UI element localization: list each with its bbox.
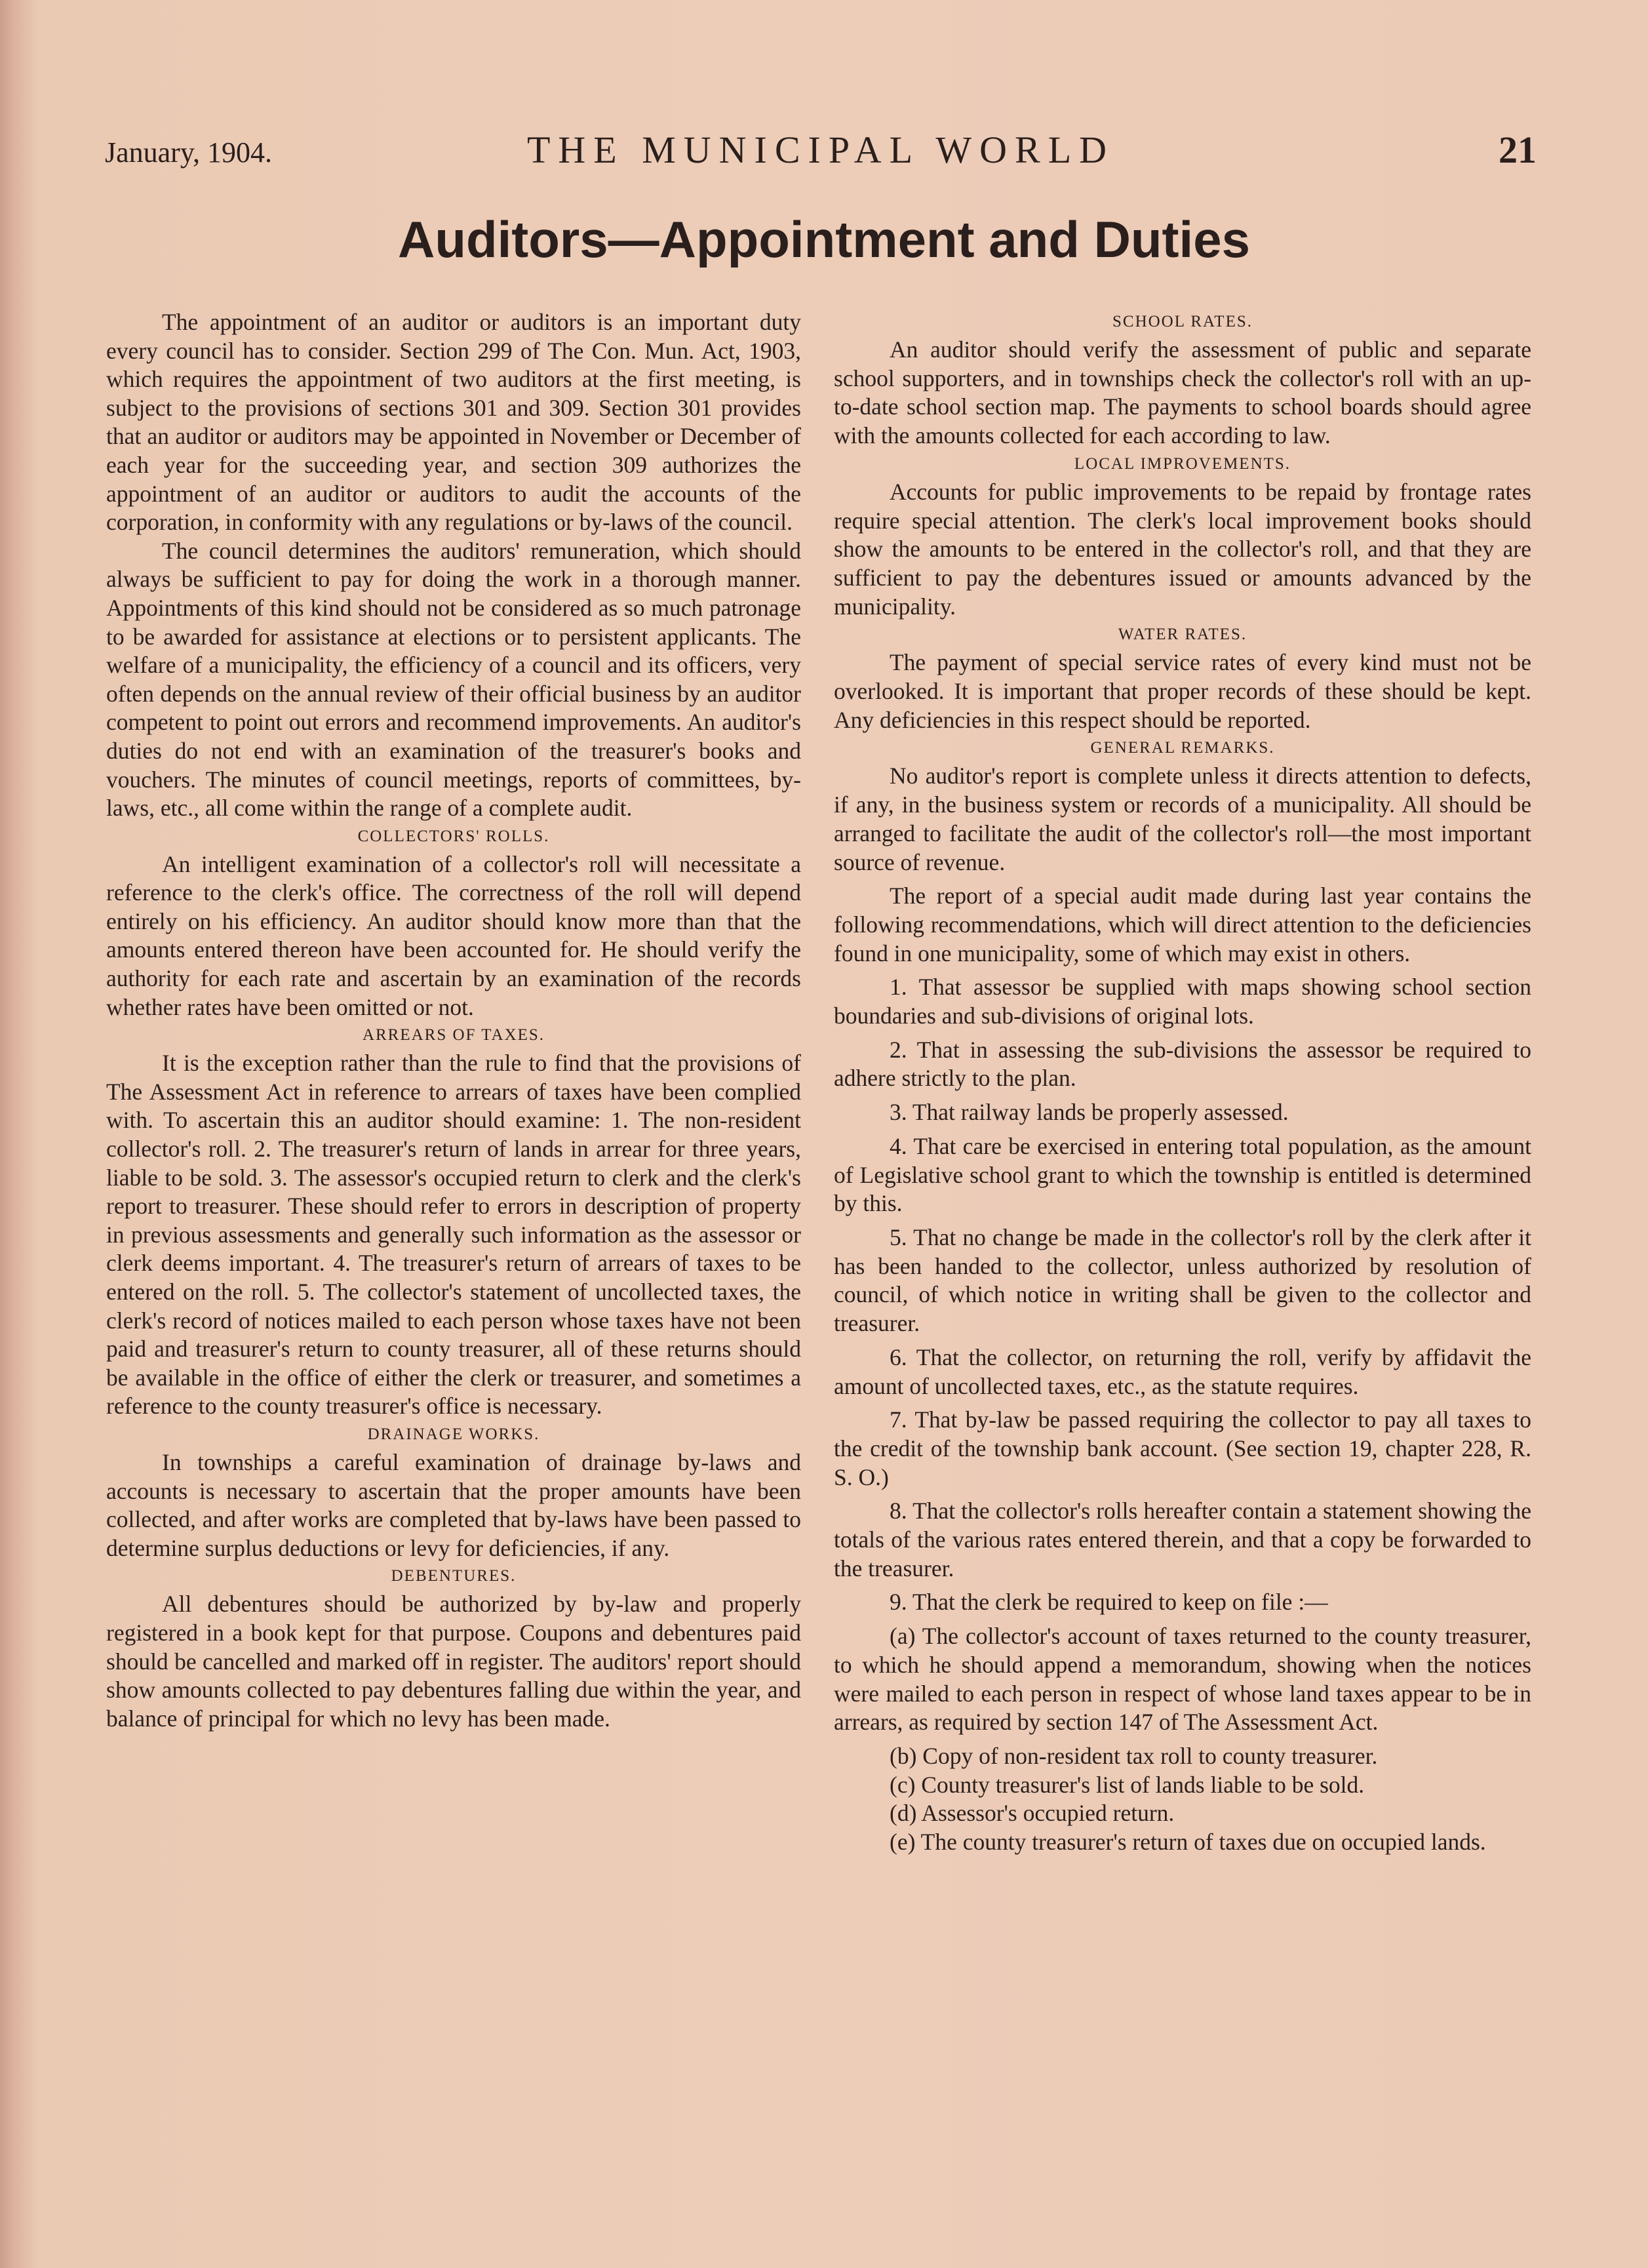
paragraph: The payment of special service rates of every kind must not be overlooked. It is important that proper records of these should be kept. Any deficiencies in this respect should be reported. — [834, 649, 1531, 733]
right-column — [834, 308, 1531, 1857]
paragraph: 4. That care be exercised in entering total population, as the amount of Legislative school grant to which the township is entitled is determined by this. — [834, 1132, 1531, 1217]
paragraph: 9. That the clerk be required to keep on file :— — [890, 1589, 1328, 1616]
section-heading: LOCAL IMPROVEMENTS. — [1074, 454, 1291, 473]
paragraph: The report of a special audit made during last year contains the following recommendations, which will direct attention to the deficiencies found in one municipality, some of which may exist in others. — [834, 883, 1531, 966]
section-heading: WATER RATES. — [1118, 626, 1247, 644]
left-column — [106, 308, 801, 1733]
paragraph: All debentures should be authorized by by-law and properly registered in a book kept for that purpose. Coupons and debentures paid should be cancelled and marked off in register. The auditors' report should show amounts collected to pay debentures falling due within the year, and balance of principal for which no levy has been made. — [106, 1591, 801, 1732]
section-heading: DRAINAGE WORKS. — [367, 1425, 540, 1443]
paragraph: 3. That railway lands be properly assessed. — [890, 1099, 1289, 1126]
paragraph: 8. That the collector's rolls hereafter contain a statement showing the totals of the various rates entered therein, and that a copy be forwarded to the treasurer. — [834, 1498, 1531, 1582]
running-header — [105, 128, 1537, 187]
paragraph: (d) Assessor's occupied return. — [890, 1800, 1175, 1827]
paragraph: The appointment of an auditor or auditors is an important duty every council has to consider. Section 299 of The Con. Mun. Act, 1903, which requires the appointment of two auditors at the first meeting, is subject to the provisions of sections 301 and 309. Section 301 provides that an auditor or auditors may be appointed in November or December of each year for the succeeding year, and section 309 authorizes the appointment of an auditor or auditors to audit the accounts of the corporation, in conformity with any regulations or by-laws of the council. — [106, 309, 801, 536]
paragraph: Accounts for public improvements to be repaid by frontage rates require special attention. The clerk's local improvement books should show the amounts to be entered in the collector's roll, and that they are sufficient to pay the debentures issued or amounts advanced by the municipality. — [834, 478, 1531, 620]
paragraph: (a) The collector's account of taxes returned to the county treasurer, to which he should append a memorandum, showing when the notices were mailed to each person in respect of whose land taxes appear to be in arrears, as required by section 147 of The Assessment Act. — [834, 1623, 1531, 1736]
paragraph: An auditor should verify the assessment of public and separate school supporters, and in townships check the collector's roll with an up-to-date school section map. The payments to school boards should agree with the amounts collected for each according to law. — [834, 336, 1531, 449]
paragraph: (b) Copy of non-resident tax roll to county treasurer. — [890, 1742, 1378, 1769]
paragraph: An intelligent examination of a collector's roll will necessitate a reference to the clerk's office. The correctness of the roll will depend entirely on his efficiency. An auditor should know more than that the amounts entered thereon have been accounted for. He should verify the authority for each rate and ascertain by an examination of the records whether rates have been omitted or not. — [106, 850, 801, 1020]
paragraph: 6. That the collector, on returning the roll, verify by affidavit the amount of uncollected taxes, etc., as the statute requires. — [834, 1343, 1531, 1399]
section-heading: ARREARS OF TAXES. — [362, 1026, 545, 1044]
paragraph: It is the exception rather than the rule to find that the provisions of The Assessment Act in reference to arrears of taxes have been complied with. To ascertain this an auditor should examine: 1. The non-resident collector's roll. 2. The treasurer's return of lands in arrear for three years, liable to be sold. 3. The assessor's occupied return to clerk and the clerk's report to treasurer. These should refer to errors in description of property in previous assessments and generally such information as the assessor or clerk deems important. 4. The treasurer's return of arrears of taxes to be entered on the roll. 5. The collector's statement of uncollected taxes, the clerk's record of notices mailed to each person whose taxes have not been paid and treasurer's return to county treasurer, all of these returns should be available in the office of either the clerk or treasurer, and sometimes a reference to the county treasurer's office is necessary. — [106, 1050, 801, 1420]
section-heading: GENERAL REMARKS. — [1090, 739, 1275, 757]
section-heading: SCHOOL RATES. — [1112, 313, 1253, 330]
section-heading: COLLECTORS' ROLLS. — [357, 827, 550, 845]
paragraph: In townships a careful examination of drainage by-laws and accounts is necessary to ascertain that the proper amounts have been collected, and after works are completed that by-laws have been passed to determine surplus deductions or levy for deficiencies, if any. — [106, 1448, 801, 1561]
paragraph: 7. That by-law be passed requiring the collector to pay all taxes to the credit of the township bank account. (See section 19, chapter 228, R. S. O.) — [834, 1406, 1531, 1490]
paragraph: 1. That assessor be supplied with maps showing school section boundaries and sub-divisions of original lots. — [834, 974, 1531, 1029]
paragraph: (e) The county treasurer's return of taxes due on occupied lands. — [890, 1829, 1486, 1856]
paragraph: (c) County treasurer's list of lands liable to be sold. — [890, 1771, 1365, 1798]
paragraph: 2. That in assessing the sub-divisions the assessor be required to adhere strictly to the plan. — [834, 1036, 1531, 1092]
paragraph: The council determines the auditors' remuneration, which should always be sufficient to pay for doing the work in a thorough manner. Appointments of this kind should not be considered as so much patronage to be awarded for assistance at elections or to persistent applicants. The welfare of a municipality, the efficiency of a council and its officers, very often depends on the annual review of their official business by an auditor competent to point out errors and recommend improvements. An auditor's duties do not end with an examination of the treasurer's books and vouchers. The minutes of council meetings, reports of committees, by-laws, etc., all come within the range of a complete audit. — [106, 537, 801, 822]
page-number: 21 — [1499, 129, 1537, 171]
publication-title: THE MUNICIPAL WORLD — [526, 129, 1115, 171]
paragraph: 5. That no change be made in the collector's roll by the clerk after it has been handed to the collector, unless authorized by resolution of council, of which notice in writing shall be given to the collector and treasurer. — [834, 1224, 1531, 1337]
paragraph: No auditor's report is complete unless it directs attention to defects, if any, in the business system or records of a municipality. All should be arranged to facilitate the audit of the collector's roll—the most important source of revenue. — [834, 763, 1531, 875]
issue-date: January, 1904. — [105, 136, 272, 169]
article-title: Auditors—Appointment and Duties — [398, 210, 1250, 268]
section-heading: DEBENTURES. — [391, 1567, 517, 1585]
